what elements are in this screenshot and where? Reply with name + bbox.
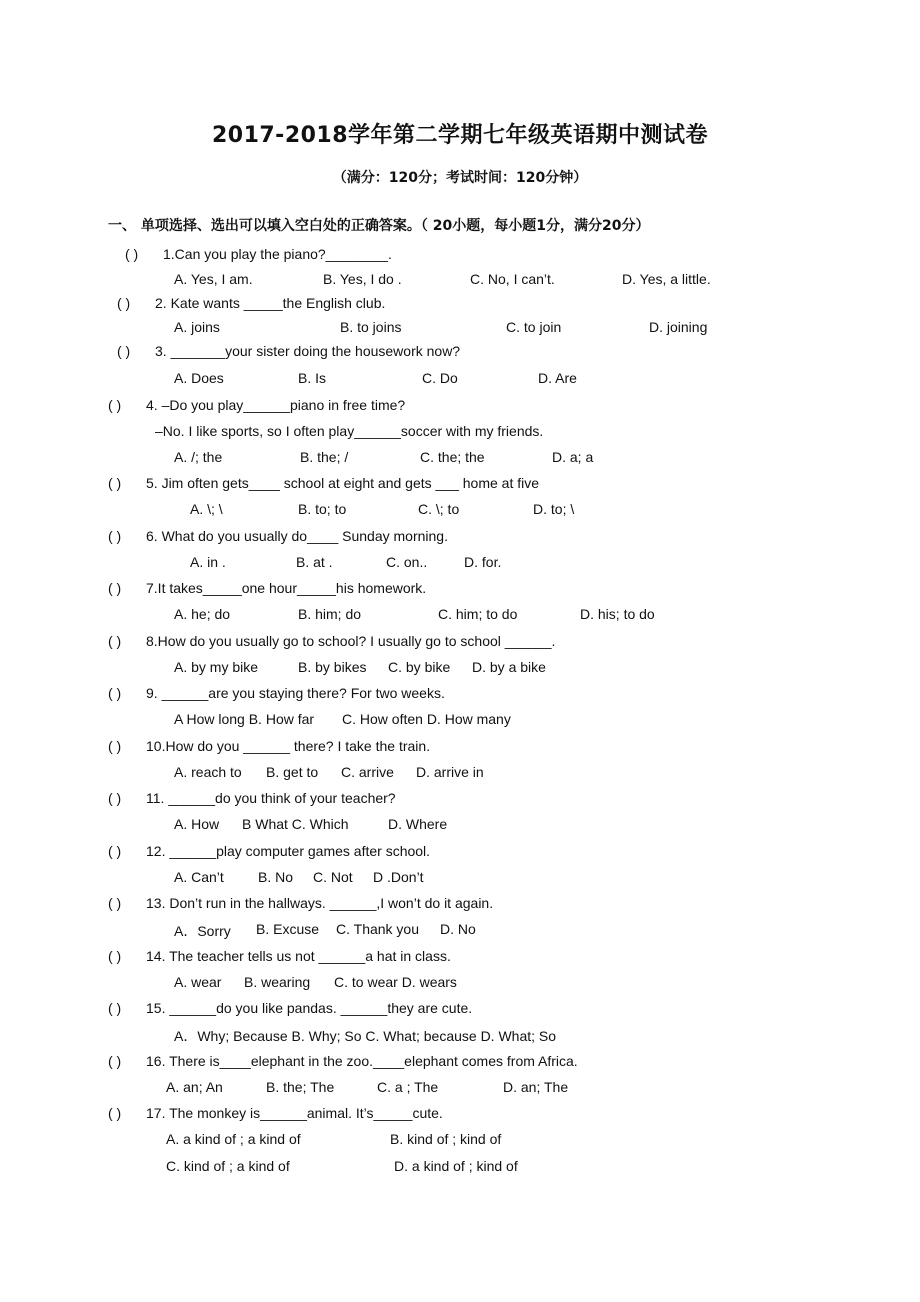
section-heading: 一、 单项选择、选出可以填入空白处的正确答案。（ 20小题，每小题1分，满分20分）: [108, 218, 650, 234]
option: D. his; to do: [580, 606, 655, 622]
option: A. How: [174, 816, 220, 832]
option: D. Are: [538, 370, 577, 386]
option: D. Where: [388, 816, 448, 832]
answer-paren: ( ): [108, 580, 122, 596]
question-stem: 10.How do you ______ there? I take the train.: [146, 738, 431, 754]
option: A. an; An: [166, 1079, 223, 1095]
answer-paren: ( ): [108, 1053, 122, 1069]
option: B. Excuse: [256, 921, 320, 937]
option: B. him; do: [298, 606, 362, 622]
option: B. get to: [266, 764, 319, 780]
answer-paren: ( ): [108, 948, 122, 964]
answer-paren: ( ): [125, 246, 139, 262]
question-stem: 7.It takes_____one hour_____his homework.: [146, 580, 427, 596]
question-stem: 12. ______play computer games after school.: [146, 843, 431, 859]
option: B. Yes, I do .: [323, 271, 402, 287]
question-stem: 16. There is____elephant in the zoo.____elephant comes from Africa.: [146, 1053, 578, 1069]
option: A How long B. How far: [174, 711, 315, 727]
option: A. in .: [190, 554, 226, 570]
option: C. How often D. How many: [342, 711, 511, 727]
option: A. by my bike: [174, 659, 259, 675]
option: C. by bike: [388, 659, 451, 675]
question-stem: 14. The teacher tells us not ______a hat in class.: [146, 948, 451, 964]
exam-subtitle: （满分：120分；考试时间：120分钟）: [332, 170, 588, 186]
option: B. wearing: [244, 974, 311, 990]
option: C. No, I can’t.: [470, 271, 555, 287]
option: A. a kind of ; a kind of: [166, 1131, 301, 1147]
option: D. to; \: [533, 501, 575, 517]
option: A. \; \: [190, 501, 223, 517]
option: A. he; do: [174, 606, 231, 622]
option: C. to join: [506, 319, 562, 335]
question-stem: 3. _______your sister doing the housework now?: [155, 343, 461, 359]
option: A. Can’t: [174, 869, 224, 885]
answer-paren: ( ): [108, 895, 122, 911]
option: A. Does: [174, 370, 224, 386]
option: C. arrive: [341, 764, 394, 780]
answer-paren: ( ): [108, 738, 122, 754]
option: B. by bikes: [298, 659, 367, 675]
option: C. Thank you: [336, 921, 420, 937]
answer-paren: ( ): [108, 685, 122, 701]
option: B. at .: [296, 554, 333, 570]
answer-paren: ( ): [108, 633, 122, 649]
question-stem: 1.Can you play the piano?________.: [163, 246, 392, 262]
answer-paren: ( ): [108, 1000, 122, 1016]
answer-paren: ( ): [108, 843, 122, 859]
option: B. No: [258, 869, 294, 885]
question-stem: 4. –Do you play______piano in free time?: [146, 397, 406, 413]
answer-paren: ( ): [108, 528, 122, 544]
option: D. joining: [649, 319, 708, 335]
option: D. by a bike: [472, 659, 546, 675]
question-stem: 13. Don’t run in the hallways. ______,I won’t do it again.: [146, 895, 494, 911]
answer-paren: ( ): [108, 475, 122, 491]
option: C. him; to do: [438, 606, 518, 622]
option: A. Yes, I am.: [174, 271, 253, 287]
option: D .Don’t: [373, 869, 424, 885]
question-stem: 5. Jim often gets____ school at eight and gets ___ home at five: [146, 475, 540, 491]
option: C. Do: [422, 370, 458, 386]
option: B. the; The: [266, 1079, 335, 1095]
option: B. to joins: [340, 319, 402, 335]
option: C. a ; The: [377, 1079, 439, 1095]
exam-title: 2017-2018学年第二学期七年级英语期中测试卷: [211, 123, 709, 148]
option: C. to wear D. wears: [334, 974, 457, 990]
option: A. /; the: [174, 449, 223, 465]
option: D. an; The: [503, 1079, 569, 1095]
question-stem-reply: –No. I like sports, so I often play______soccer with my friends.: [155, 423, 544, 439]
option: D. No: [440, 921, 476, 937]
option: B What C. Which: [242, 816, 349, 832]
option: D. for.: [464, 554, 502, 570]
answer-paren: ( ): [108, 397, 122, 413]
answer-paren: ( ): [108, 790, 122, 806]
answer-paren: ( ): [117, 295, 131, 311]
question-stem: 2. Kate wants _____the English club.: [155, 295, 386, 311]
question-stem: 17. The monkey is______animal. It’s_____cute.: [146, 1105, 443, 1121]
option: C. on..: [386, 554, 428, 570]
question-stem: 8.How do you usually go to school? I usually go to school ______.: [146, 633, 556, 649]
option: D. arrive in: [416, 764, 484, 780]
option: B. Is: [298, 370, 327, 386]
question-stem: 15. ______do you like pandas. ______they are cute.: [146, 1000, 473, 1016]
option: D. a kind of ; kind of: [394, 1158, 518, 1174]
answer-paren: ( ): [108, 1105, 122, 1121]
option: C. kind of ; a kind of: [166, 1158, 290, 1174]
option: A．Sorry: [174, 923, 231, 939]
question-stem: 9. ______are you staying there? For two weeks.: [146, 685, 445, 701]
option: A. reach to: [174, 764, 242, 780]
option: A. wear: [174, 974, 222, 990]
option: B. the; /: [300, 449, 349, 465]
option: D. a; a: [552, 449, 594, 465]
option: A．Why; Because B. Why; So C. What; because D. What; So: [174, 1028, 557, 1044]
option: C. the; the: [420, 449, 485, 465]
option: C. \; to: [418, 501, 460, 517]
option: D. Yes, a little.: [622, 271, 711, 287]
option: A. joins: [174, 319, 220, 335]
option: B. kind of ; kind of: [390, 1131, 502, 1147]
option: C. Not: [313, 869, 353, 885]
answer-paren: ( ): [117, 343, 131, 359]
question-stem: 6. What do you usually do____ Sunday morning.: [146, 528, 448, 544]
question-stem: 11. ______do you think of your teacher?: [146, 790, 396, 806]
option: B. to; to: [298, 501, 347, 517]
